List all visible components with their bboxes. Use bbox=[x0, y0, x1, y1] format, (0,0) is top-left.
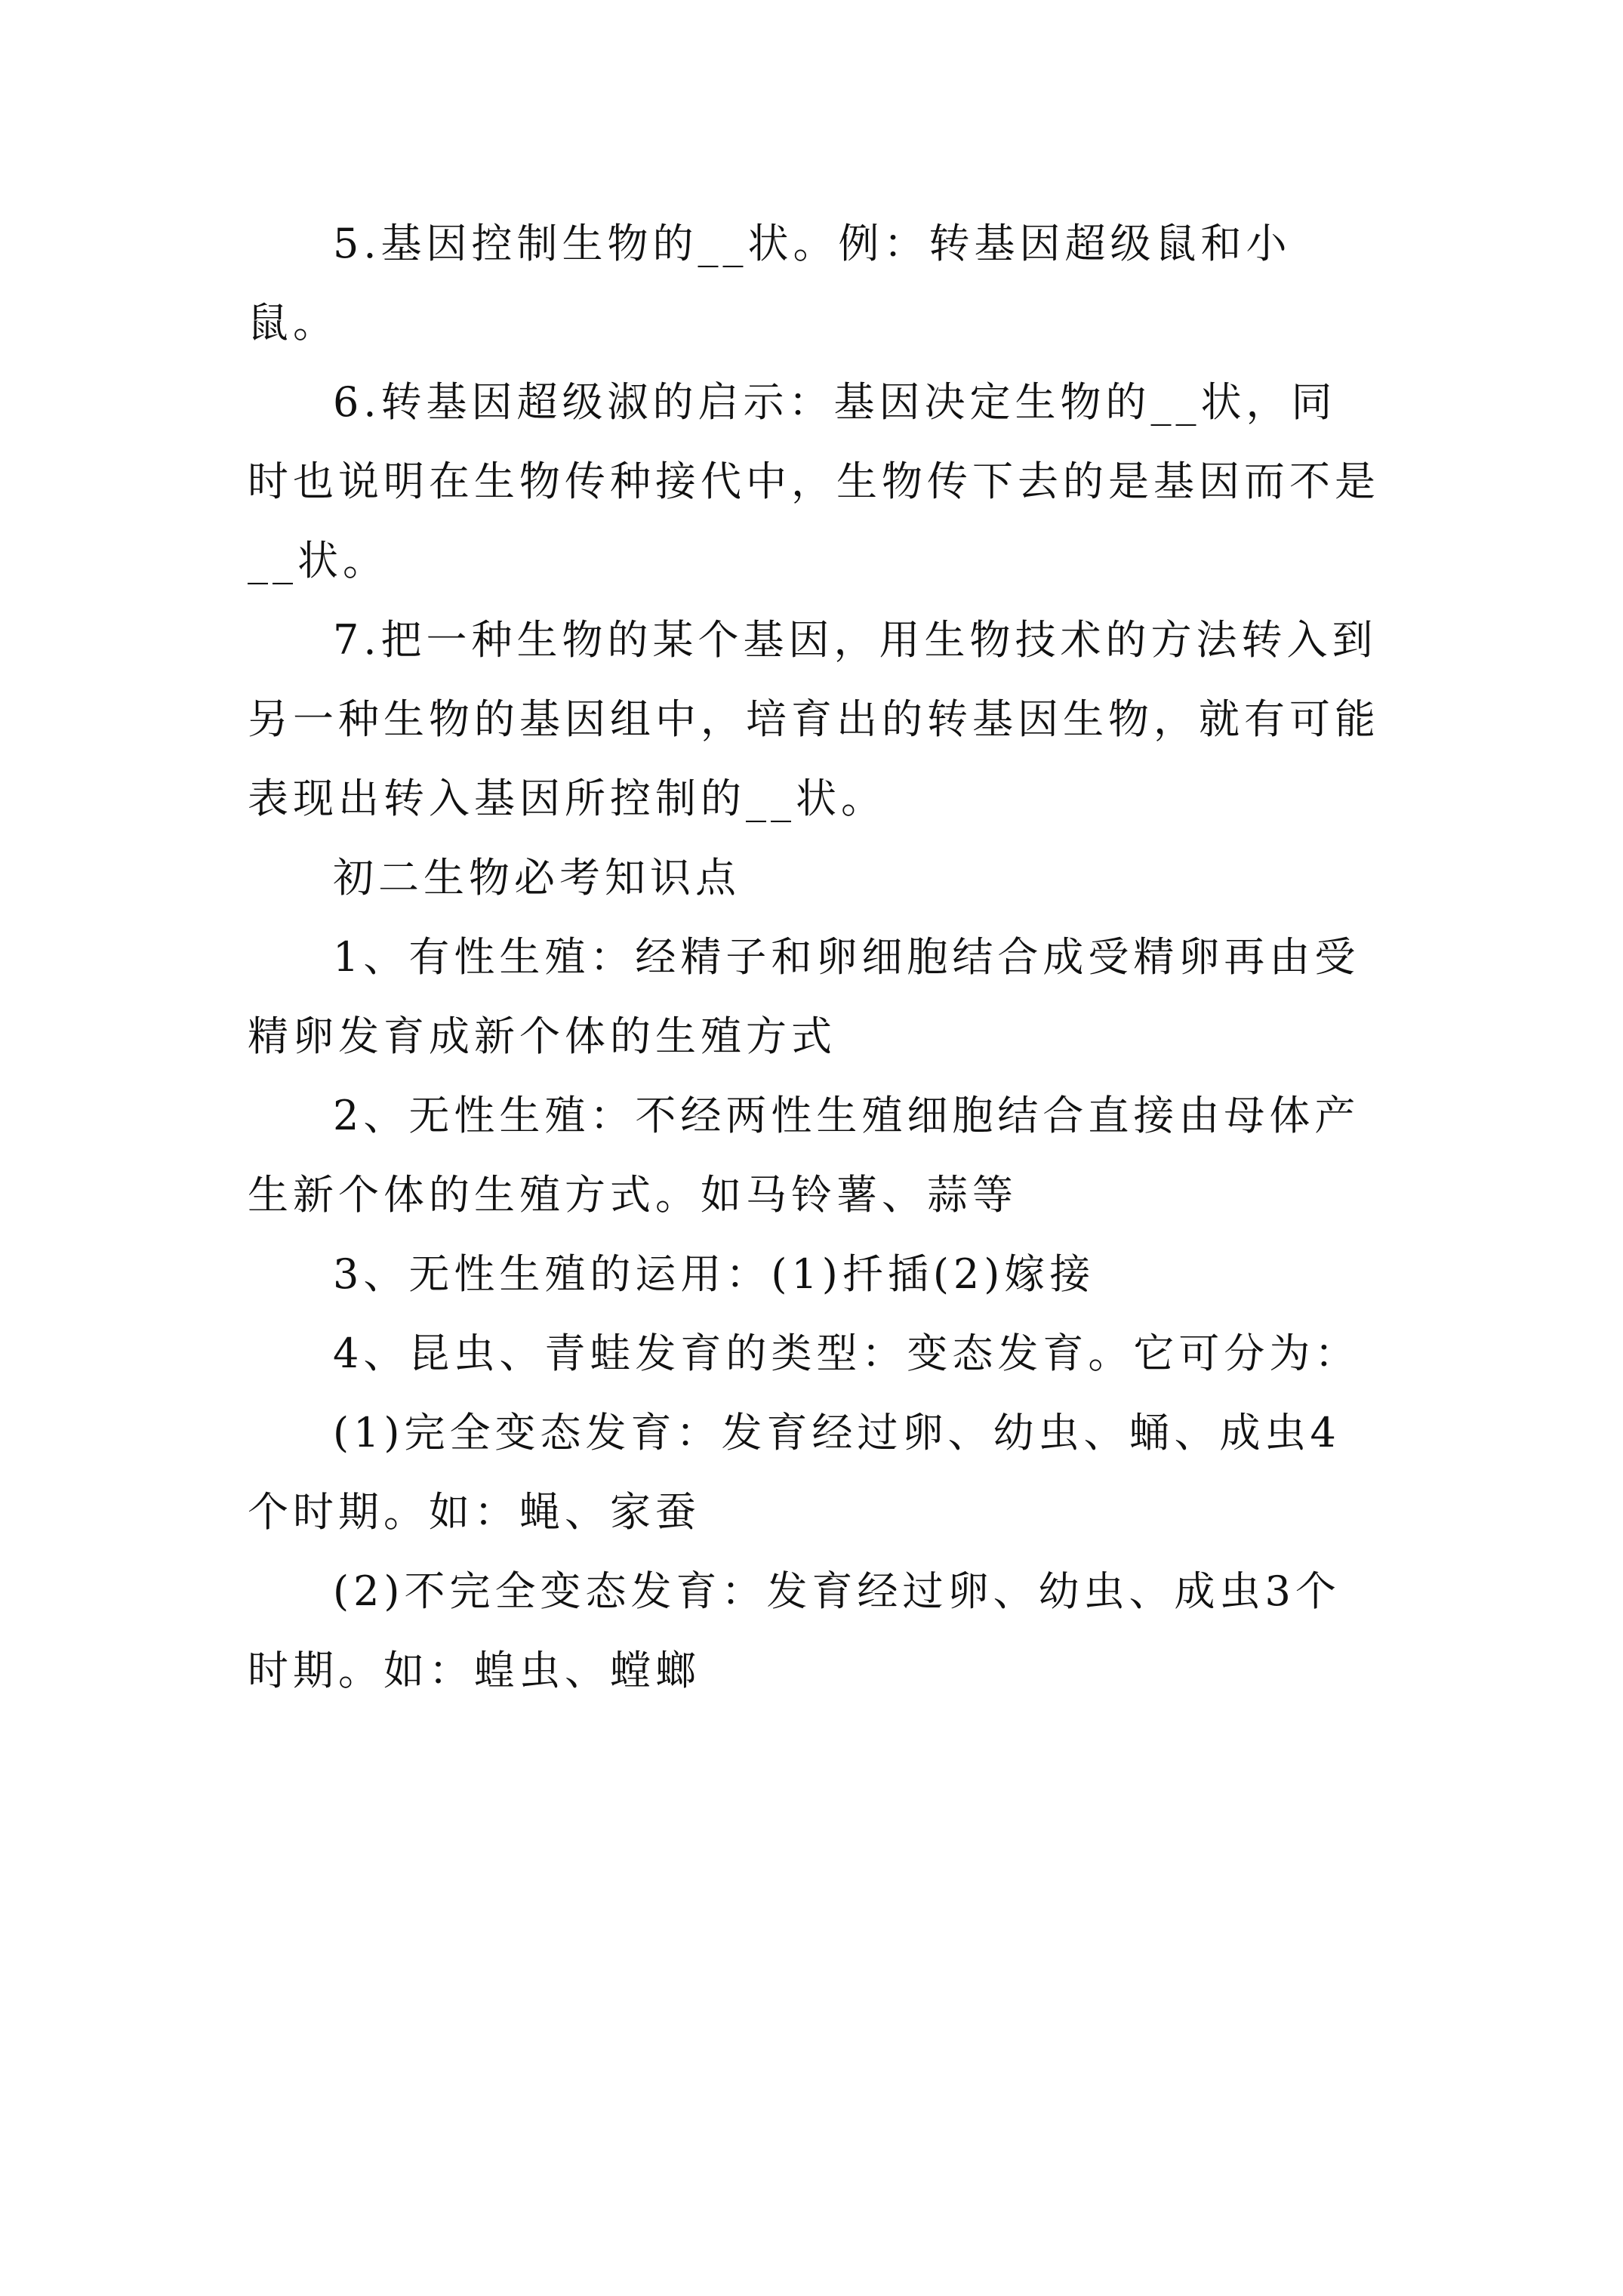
document-body bbox=[248, 204, 1380, 1710]
paragraph-item-6: 6.转基因超级淑的启示：基因决定生物的__状，同时也说明在生物传种接代中，生物传下去的是基因而不是__状。 bbox=[248, 378, 1380, 584]
paragraph-complete-metamorphosis: (1)完全变态发育：发育经过卵、幼虫、蛹、成虫4个时期。如：蝇、家蚕 bbox=[248, 1409, 1341, 1536]
paragraph-sexual-reproduction: 1、有性生殖：经精子和卵细胞结合成受精卵再由受精卵发育成新个体的生殖方式 bbox=[248, 933, 1360, 1060]
paragraph-incomplete-metamorphosis: (2)不完全变态发育：发育经过卵、幼虫、成虫3个时期。如：蝗虫、螳螂 bbox=[248, 1567, 1341, 1694]
paragraph-item-7: 7.把一种生物的某个基因，用生物技术的方法转入到另一种生物的基因组中，培育出的转基因生物，就有可能表现出转入基因所控制的__状。 bbox=[248, 616, 1380, 822]
paragraph-item-5: 5.基因控制生物的__状。例：转基因超级鼠和小鼠。 bbox=[248, 220, 1292, 347]
section-heading: 初二生物必考知识点 bbox=[333, 854, 741, 901]
paragraph-metamorphosis-types: 4、昆虫、青蛙发育的类型：变态发育。它可分为： bbox=[333, 1330, 1360, 1377]
paragraph-asexual-reproduction: 2、无性生殖：不经两性生殖细胞结合直接由母体产生新个体的生殖方式。如马铃薯、蒜等 bbox=[248, 1092, 1360, 1219]
paragraph-asexual-applications: 3、无性生殖的运用：(1)扦插(2)嫁接 bbox=[333, 1250, 1095, 1298]
